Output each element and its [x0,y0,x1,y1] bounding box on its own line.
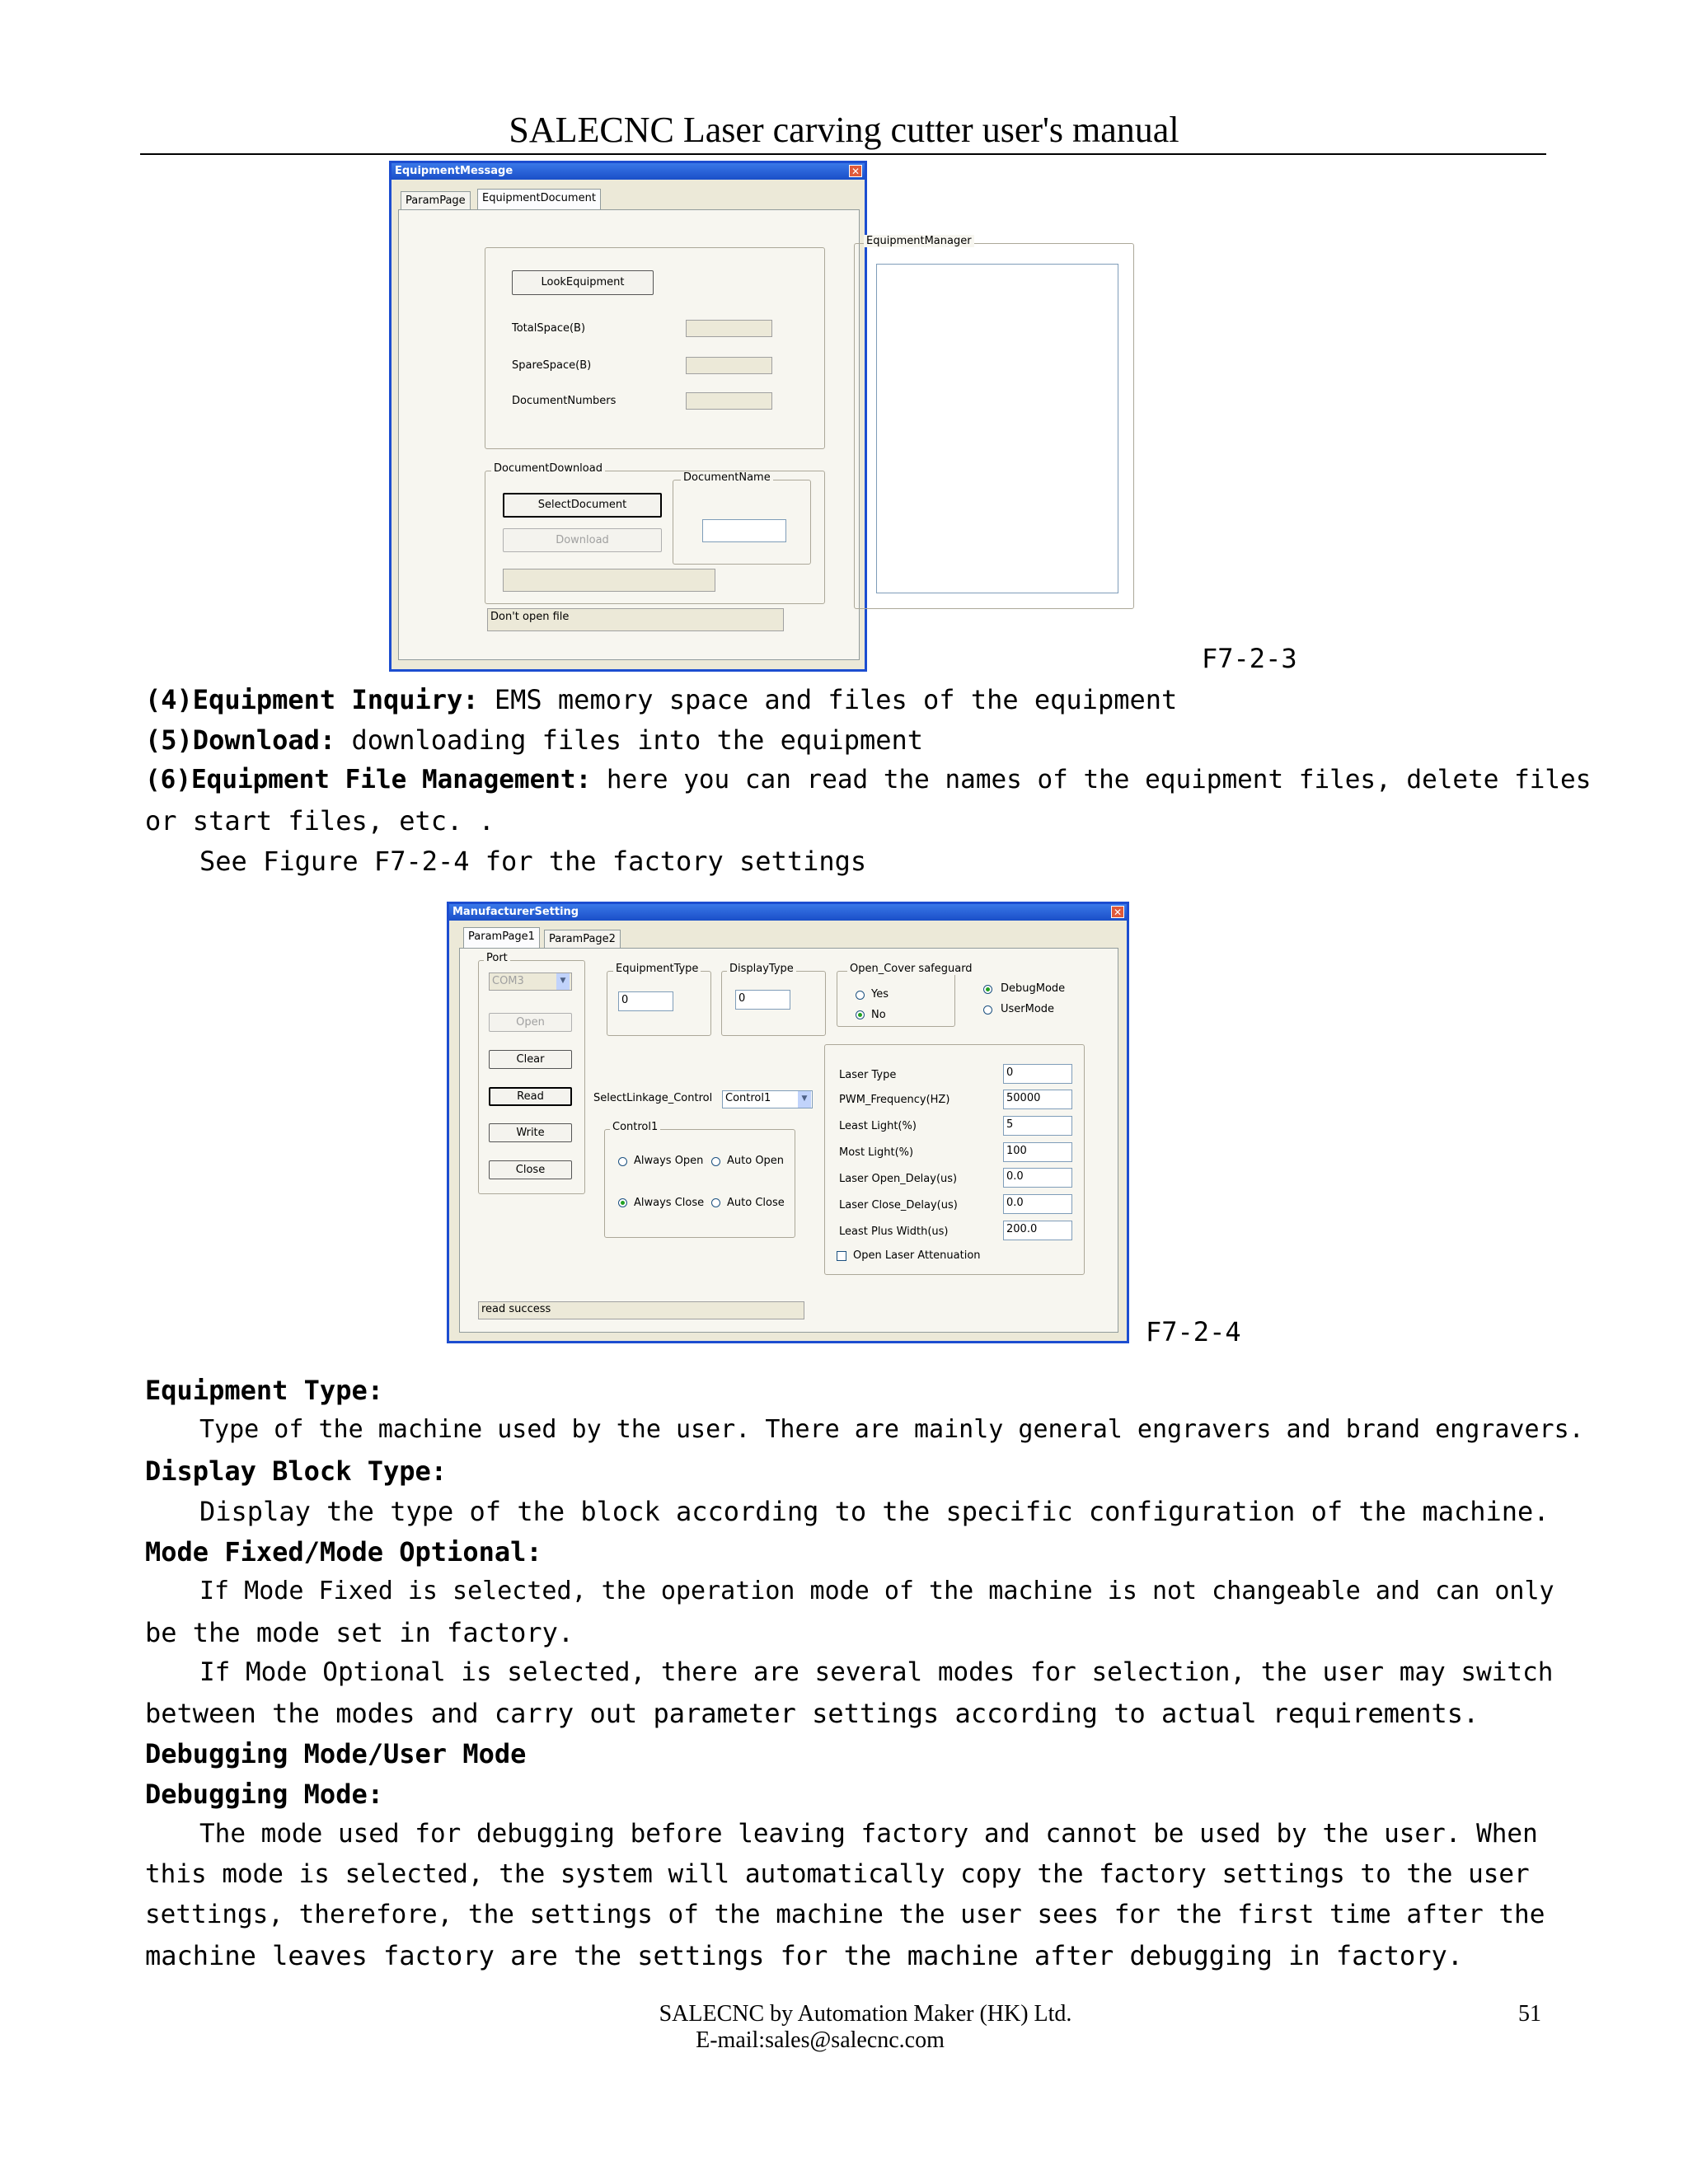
document-numbers-label: DocumentNumbers [512,395,617,407]
document-download-label: DocumentDownload [491,462,605,475]
page-header-title: SALECNC Laser carving cutter user's manual [509,110,1179,150]
param-input[interactable]: 0.0 [1003,1168,1072,1188]
equipment-manager-label: EquipmentManager [864,235,974,247]
chevron-down-icon[interactable]: ▼ [798,1091,811,1108]
list-item-5-label: (5)Download: [145,724,336,756]
list-item-6 [145,765,1591,794]
window-title: EquipmentMessage [395,165,513,177]
param-label: Least Light(%) [839,1120,917,1132]
open-cover-safeguard-group [837,971,955,1027]
tab-parampage1[interactable]: ParamPage1 [463,927,540,949]
mode-heading: Mode Fixed/Mode Optional: [145,1536,542,1568]
auto-close-label: Auto Close [727,1197,785,1209]
window-title: ManufacturerSetting [452,906,579,918]
list-item-6-text: here you can read the names of the equipment files, delete files [591,765,1592,794]
param-input[interactable]: 100 [1003,1142,1072,1162]
chevron-down-icon[interactable]: ▼ [556,973,570,990]
tab-equipmentdocument[interactable]: EquipmentDocument [477,189,601,210]
auto-open-radio[interactable] [711,1157,720,1166]
always-open-radio[interactable] [618,1157,627,1166]
select-linkage-control-select[interactable]: Control1 [722,1090,813,1108]
debug-line4: machine leaves factory are the settings for the machine after debugging in factory. [145,1940,1464,1971]
list-item-5 [145,724,923,756]
mode-fixed-line2: be the mode set in factory. [145,1617,574,1648]
param-label: Laser Close_Delay(us) [839,1199,958,1212]
mode-optional-line1: If Mode Optional is selected, there are several modes for selection, the user may switch [199,1657,1554,1687]
debug-line2: this mode is selected, the system will automatically copy the factory settings to the user [145,1859,1530,1889]
download-button[interactable]: Download [503,528,662,552]
spare-space-label: SpareSpace(B) [512,359,592,372]
display-type-input[interactable]: 0 [735,990,790,1010]
param-input[interactable]: 0.0 [1003,1194,1072,1214]
debug-line1: The mode used for debugging before leaving factory and cannot be used by the user. When [199,1819,1538,1849]
read-button[interactable]: Read [489,1087,572,1106]
debug-line3: settings, therefore, the settings of the machine the user sees for the first time after the [145,1900,1545,1929]
debug-user-heading: Debugging Mode/User Mode [145,1738,527,1769]
list-item-6-label: (6)Equipment File Management: [145,765,592,794]
manufacturer-setting-window [447,902,1129,1343]
no-label: No [871,1009,886,1021]
select-linkage-control-label: SelectLinkage_Control [593,1092,713,1104]
page-number: 51 [1518,2001,1541,2027]
param-label: PWM_Frequency(HZ) [839,1094,950,1106]
param-label: Laser Type [839,1069,897,1081]
total-space-label: TotalSpace(B) [512,322,586,335]
document-name-label: DocumentName [681,471,773,484]
download-progress-bar [503,569,715,592]
list-item-5-text: downloading files into the equipment [335,724,924,756]
document-numbers-field [686,392,772,410]
equipment-file-list[interactable] [876,264,1118,593]
window-titlebar[interactable] [449,904,1127,921]
port-select[interactable]: COM3 [489,972,572,991]
display-block-heading: Display Block Type: [145,1455,448,1487]
open-button[interactable]: Open [489,1013,572,1032]
param-label: Most Light(%) [839,1146,914,1159]
param-label: Laser Open_Delay(us) [839,1173,958,1185]
footer-email: E-mail:sales@salecnc.com [696,2027,945,2053]
control1-label: Control1 [610,1121,660,1133]
status-field: Don't open file [487,608,784,631]
param-input[interactable]: 50000 [1003,1090,1072,1109]
param-input[interactable]: 0 [1003,1064,1072,1084]
footer-company: SALECNC by Automation Maker (HK) Ltd. [659,2001,1072,2027]
clear-button[interactable]: Clear [489,1050,572,1069]
spare-space-field [686,357,772,374]
always-open-label: Always Open [634,1155,704,1167]
open-cover-safeguard-label: Open_Cover safeguard [847,963,975,975]
equipment-type-text: Type of the machine used by the user. There are mainly general engravers and brand engravers. [199,1415,1584,1444]
open-laser-attenuation-label: Open Laser Attenuation [853,1249,981,1262]
close-icon[interactable]: ✕ [849,165,862,177]
close-button[interactable]: Close [489,1160,572,1179]
always-close-label: Always Close [634,1197,705,1209]
auto-close-radio[interactable] [711,1198,720,1207]
header-divider [140,153,1546,155]
auto-open-label: Auto Open [727,1155,785,1167]
list-item-4-text: EMS memory space and files of the equipment [478,684,1178,715]
window-titlebar[interactable] [392,163,865,180]
debug-mode-label: DebugMode [1001,982,1066,995]
equipment-message-window [389,161,867,672]
figure-label-f7-2-4: F7-2-4 [1146,1316,1241,1347]
port-group [478,960,585,1194]
equipment-type-input[interactable]: 0 [618,991,673,1011]
always-close-radio[interactable] [618,1198,627,1207]
figure-label-f7-2-3: F7-2-3 [1202,643,1297,674]
user-mode-label: UserMode [1001,1003,1055,1015]
select-document-button[interactable]: SelectDocument [503,493,662,518]
debug-mode-radio[interactable] [983,985,992,994]
write-button[interactable]: Write [489,1123,572,1142]
user-mode-radio[interactable] [983,1005,992,1015]
see-figure-text: See Figure F7-2-4 for the factory settings [199,846,867,877]
look-equipment-button[interactable]: LookEquipment [512,270,654,295]
list-item-4-label: (4)Equipment Inquiry: [145,684,479,715]
display-block-text: Display the type of the block according to the specific configuration of the machine. [199,1496,1550,1527]
display-type-label: DisplayType [727,963,796,975]
open-laser-attenuation-checkbox[interactable] [837,1251,846,1261]
list-item-4 [145,684,1177,715]
debug-heading: Debugging Mode: [145,1779,383,1810]
document-name-input[interactable] [702,519,786,542]
total-space-field [686,320,772,337]
mode-optional-line2: between the modes and carry out parameter settings according to actual requirements. [145,1698,1479,1729]
mode-fixed-line1: If Mode Fixed is selected, the operation mode of the machine is not changeable and can only [199,1577,1554,1605]
yes-label: Yes [871,988,889,1001]
equipment-type-label: EquipmentType [613,963,701,975]
list-item-6-continued: or start files, etc. . [145,805,495,837]
param-input[interactable]: 200.0 [1003,1221,1072,1240]
param-input[interactable]: 5 [1003,1116,1072,1136]
equipment-type-heading: Equipment Type: [145,1375,383,1406]
tab-parampage[interactable]: ParamPage [401,191,471,210]
control1-group [604,1129,795,1238]
port-label: Port [484,952,510,964]
tab-parampage2[interactable]: ParamPage2 [544,930,621,949]
status-field: read success [478,1301,804,1319]
no-radio[interactable] [856,1010,865,1019]
param-label: Least Plus Width(us) [839,1226,949,1238]
yes-radio[interactable] [856,991,865,1000]
close-icon[interactable]: ✕ [1111,906,1124,918]
